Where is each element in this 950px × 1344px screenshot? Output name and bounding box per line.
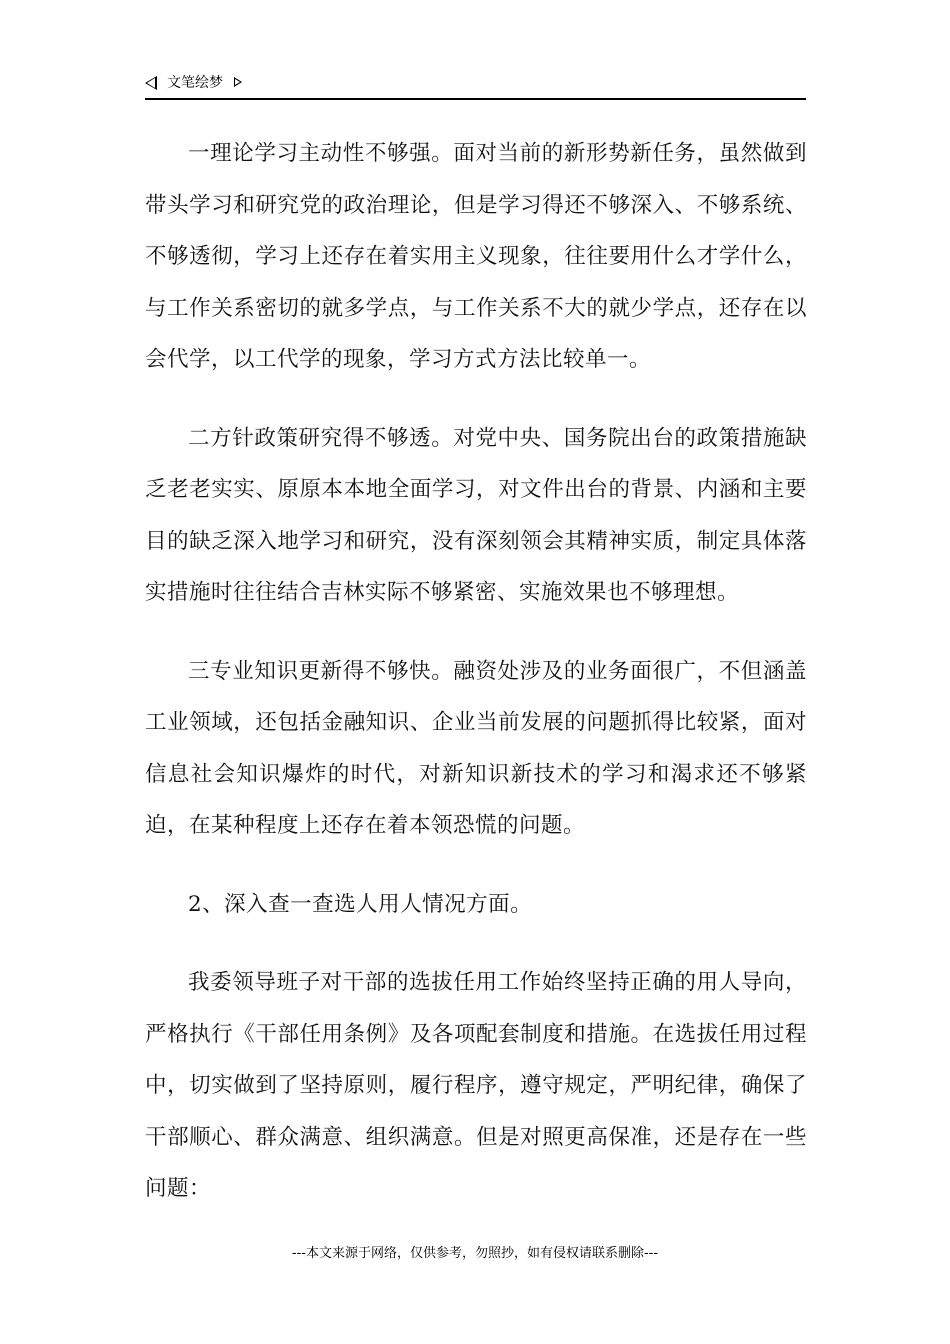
paragraph-cadre-selection: 我委领导班子对干部的选拔任用工作始终坚持正确的用人导向，严格执行《干部任用条例》及各项配套制度和措施。在选拔任用过程中，切实做到了坚持原则，履行程序，遵守规定，严明纪律，确保了干部顺心、群众满意、组织满意。但是对照更高保准，还是存在一些问题： <box>145 970 807 1201</box>
triangle-right-outline-icon <box>234 77 242 87</box>
paragraph-professional-knowledge: 三专业知识更新得不够快。融资处涉及的业务面很广，不但涵盖工业领域，还包括金融知识、企业当前发展的问题抓得比较紧，面对信息社会知识爆炸的时代，对新知识新技术的学习和渴求还不够紧迫，在某种程度上还存在着本领恐慌的问题。 <box>145 658 807 838</box>
page-header <box>145 74 806 100</box>
paragraph-policy-research: 二方针政策研究得不够透。对党中央、国务院出台的政策措施缺乏老老实实、原原本本地全面学习，对文件出台的背景、内涵和主要目的缺乏深入地学习和研究，没有深刻领会其精神实质，制定具体落实措施时往往结合吉林实际不够紧密、实施效果也不够理想。 <box>145 425 807 605</box>
paragraph-section-heading: 2、深入查一查选人用人情况方面。 <box>188 891 533 917</box>
page-footer: ---本文来源于网络，仅供参考，勿照抄，如有侵权请联系删除--- <box>291 1246 659 1261</box>
document-body <box>145 128 807 1242</box>
header-title: 文笔绘梦 <box>167 75 223 91</box>
paragraph-theory-study: 一理论学习主动性不够强。面对当前的新形势新任务，虽然做到带头学习和研究党的政治理论，但是学习得还不够深入、不够系统、不够透彻，学习上还存在着实用主义现象，往往要用什么才学什么，与工作关系密切的就多学点，与工作关系不大的就少学点，还存在以会代学，以工代学的现象，学习方式方法比较单一。 <box>145 141 807 372</box>
triangle-left-outline-icon <box>145 76 157 90</box>
